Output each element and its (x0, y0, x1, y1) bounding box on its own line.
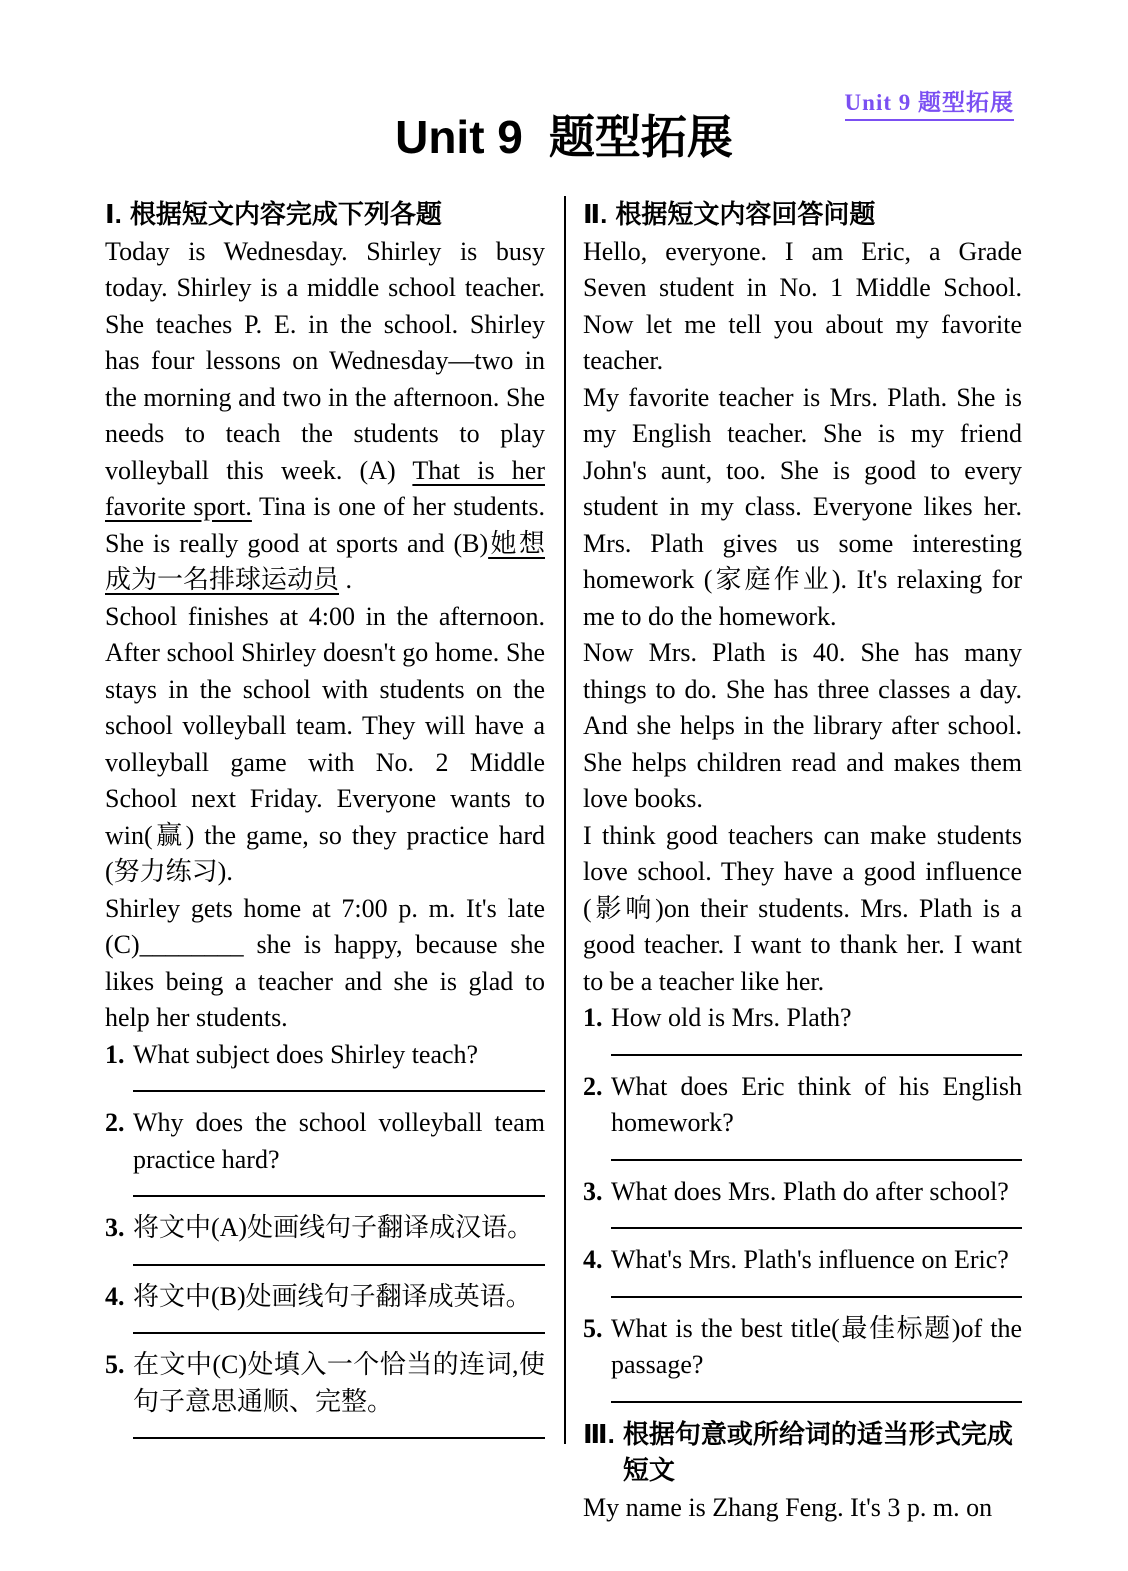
question-number: 1. (583, 1003, 603, 1032)
section-2-questions (583, 1000, 1022, 1403)
question-item (105, 1105, 545, 1197)
question-item (583, 1000, 1022, 1056)
question-number: 1. (105, 1039, 125, 1069)
answer-blank-line (133, 1437, 545, 1439)
answer-blank-line (133, 1090, 545, 1092)
question-number: 2. (105, 1108, 125, 1137)
question-item (105, 1037, 545, 1093)
section-2-heading-text: 根据短文内容回答问题 (615, 199, 876, 229)
passage-paragraph: Shirley gets home at 7:00 p. m. It's late (C)________ she is happy, because she likes being a teacher and she is glad to help her students. (105, 893, 545, 1032)
section-1-number: Ⅰ. (105, 199, 122, 229)
answer-blank-line (611, 1159, 1022, 1161)
section-2-reading-task (583, 196, 1022, 1526)
answer-blank-line (133, 1195, 545, 1197)
answer-blank-line (611, 1227, 1022, 1229)
passage-paragraph: My name is Zhang Feng. It's 3 p. m. on (583, 1492, 993, 1522)
question-text: What subject does Shirley teach? (133, 1039, 479, 1069)
passage-paragraph: Today is Wednesday. Shirley is busy today. Shirley is a middle school teacher. She teaches P. E. in the school. Shirley has four lessons on Wednesday—two in the morning and two in the afternoon. She needs to teach the students to play volleyball this week. (A) That is her favorite sport. Tina is one of her students. She is really good at sports and (B)她想成为一名排球运动员 . (105, 236, 545, 594)
answer-blank-line (611, 1296, 1022, 1298)
question-item (583, 1174, 1022, 1230)
question-number: 3. (583, 1176, 603, 1206)
section-3-heading-text: 根据句意或所给词的适当形式完成短文 (622, 1418, 1013, 1485)
question-item (105, 1210, 545, 1266)
passage-paragraph: I think good teachers can make students love school. They have a good influence (影响)on their students. Mrs. Plath is a good teacher. I want to thank her. I want to be a teacher like her. (583, 820, 1022, 996)
section-3-header (583, 1416, 1022, 1489)
passage-paragraph: School finishes at 4:00 in the afternoon. After school Shirley doesn't go home. She stays in the school with students on the school volleyball team. They will have a volleyball game with No. 2 Middle School next Friday. Everyone wants to win(赢) the game, so they practice hard (努力练习). (105, 601, 545, 886)
question-number: 3. (105, 1213, 125, 1242)
question-text: How old is Mrs. Plath? (611, 1003, 852, 1032)
page-title-cn: 题型拓展 (548, 111, 733, 163)
section-2-number: Ⅱ. (583, 199, 608, 229)
passage-paragraph: Now Mrs. Plath is 40. She has many things to do. She has three classes a day. And she helps in the library after school. She helps children read and makes them love books. (583, 638, 1022, 813)
column-divider (564, 196, 566, 1444)
section-1-reading-task (105, 196, 545, 1452)
section-1-header (105, 196, 545, 233)
section-1-heading-text: 根据短文内容完成下列各题 (129, 199, 442, 229)
passage-paragraph: Hello, everyone. I am Eric, a Grade Seven student in No. 1 Middle School. Now let me tell you about my favorite teacher. (583, 236, 1022, 375)
question-text: 将文中(B)处画线句子翻译成英语。 (133, 1281, 532, 1311)
running-header-link[interactable]: Unit 9 题型拓展 (845, 84, 1014, 121)
two-column-layout (105, 196, 1022, 1526)
question-text: 在文中(C)处填入一个恰当的连词,使句子意思通顺、完整。 (133, 1350, 545, 1416)
question-number: 5. (583, 1313, 603, 1343)
question-item (105, 1279, 545, 1335)
question-text: What's Mrs. Plath's influence on Eric? (611, 1245, 1009, 1274)
question-item (583, 1311, 1022, 1403)
question-item (583, 1242, 1022, 1298)
question-number: 2. (583, 1071, 603, 1101)
question-text: Why does the school volleyball team practice hard? (133, 1108, 545, 1174)
question-text: 将文中(A)处画线句子翻译成汉语。 (133, 1213, 534, 1242)
question-text: What does Mrs. Plath do after school? (611, 1176, 1009, 1206)
answer-blank-line (611, 1401, 1022, 1403)
question-number: 5. (105, 1350, 125, 1379)
answer-blank-line (133, 1332, 545, 1334)
section-3-number: Ⅲ. (583, 1418, 615, 1449)
question-text: What does Eric think of his English homework? (611, 1071, 1022, 1137)
page-title (0, 110, 1128, 165)
section-2-header (583, 196, 1022, 233)
question-number: 4. (105, 1281, 125, 1311)
page-title-unit: Unit 9 (395, 111, 523, 163)
answer-blank-line (611, 1054, 1022, 1056)
question-number: 4. (583, 1245, 603, 1274)
question-item (105, 1347, 545, 1439)
answer-blank-line (133, 1264, 545, 1266)
question-text: What is the best title(最佳标题)of the passage? (611, 1313, 1022, 1379)
passage-paragraph: My favorite teacher is Mrs. Plath. She is my English teacher. She is my friend John's aunt, too. She is good to every student in my class. Everyone likes her. Mrs. Plath gives us some interesting homework (家庭作业). It's relaxing for me to do the homework. (583, 382, 1022, 631)
question-item (583, 1069, 1022, 1161)
section-1-questions (105, 1037, 545, 1440)
